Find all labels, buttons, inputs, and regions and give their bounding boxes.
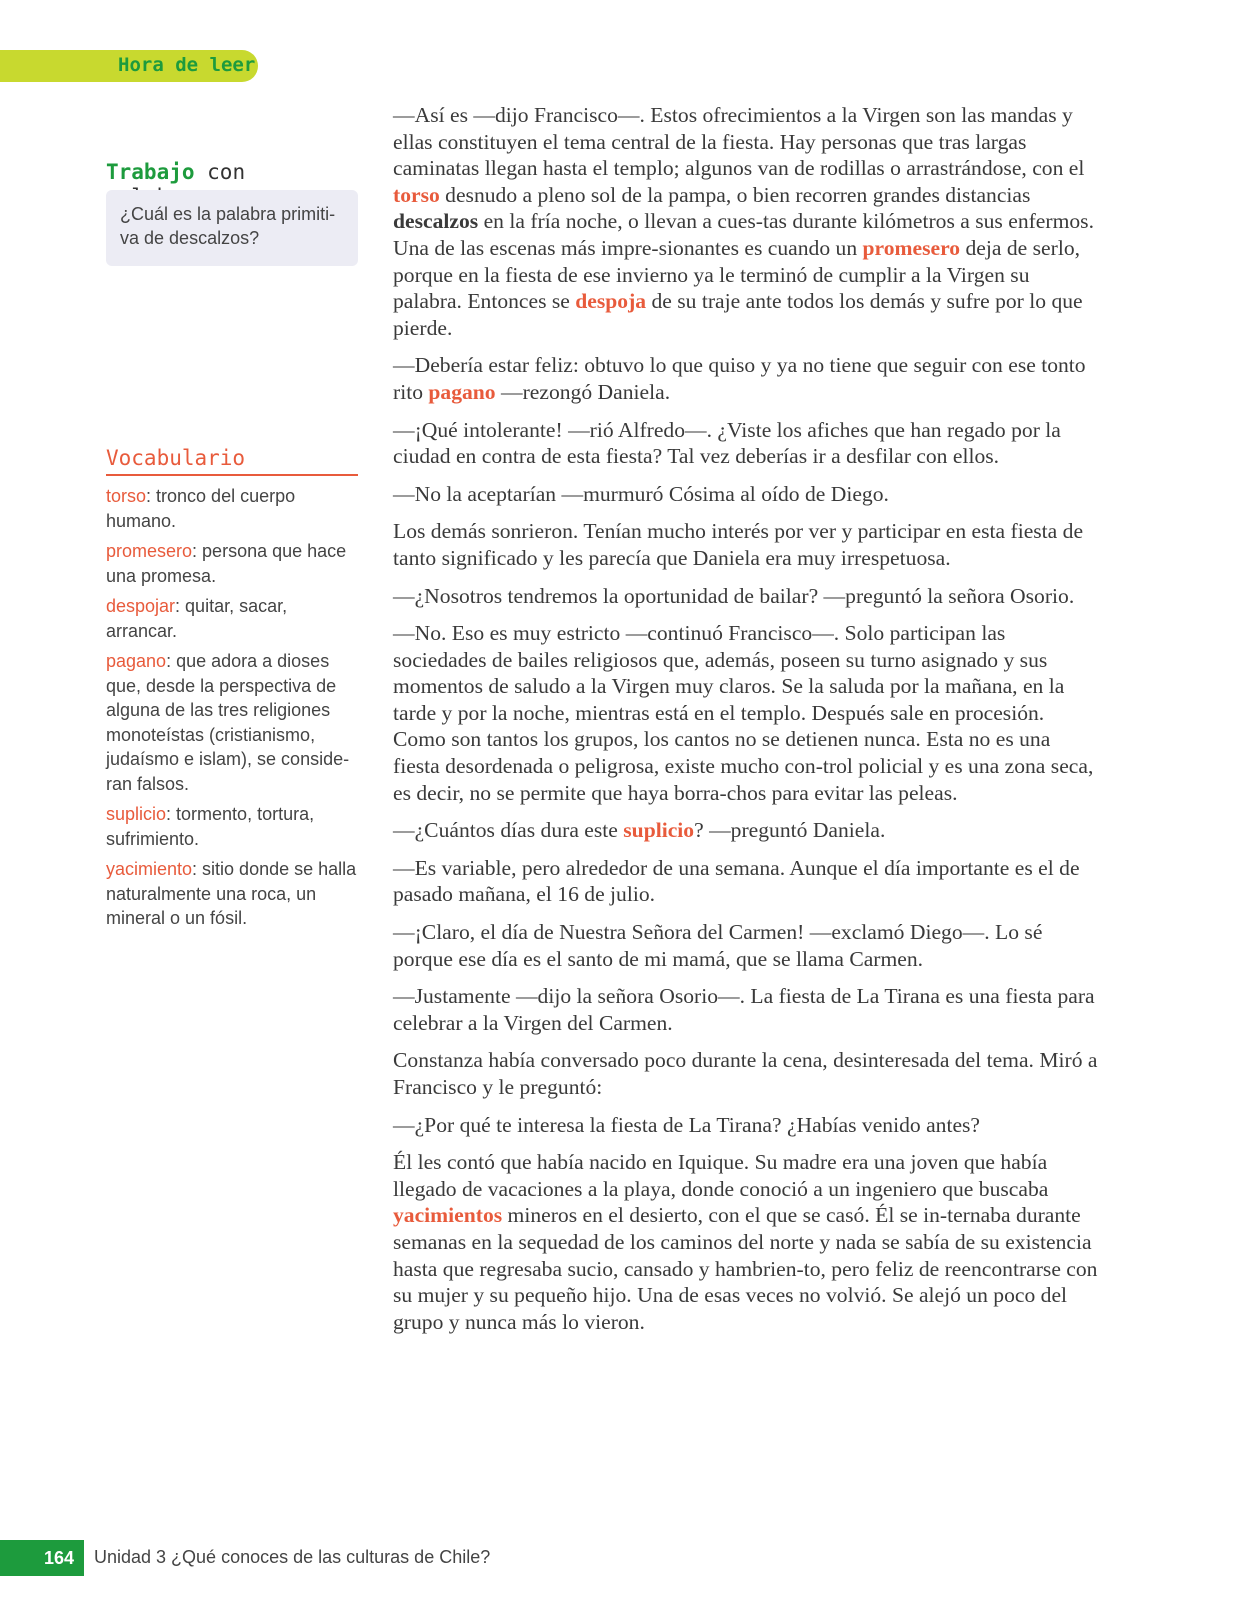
paragraph: —Justamente —dijo la señora Osorio—. La fiesta de La Tirana es una fiesta para celebrar a la Virgen del Carmen. [393,984,1095,1035]
text-run: —rezongó Daniela. [495,379,671,404]
bold-word: descalzos [393,209,479,234]
text-run: en la fría noche, o llevan a cues-tas durante kilómetros a sus enfermos. Una de las escenas más impre-sionantes es cuando un [393,209,1094,260]
vocab-word: suplicio [106,804,167,824]
vocab-highlight: promesero [862,235,961,260]
paragraph: —No la aceptarían —murmuró Cósima al oído de Diego. [393,481,889,506]
vocab-highlight: torso [393,182,440,207]
story-text [393,102,1099,1346]
vocab-word: promesero [106,541,193,561]
page-number: 164 [43,1547,74,1568]
text-run: deja de serlo, porque en la fiesta de ese invierno ya le terminó de cumplir a la Virgen su palabra. Entonces se [393,235,1081,314]
vocab-entry [106,802,358,851]
text-run: de su traje ante todos los demás y sufre por lo que pierde. [393,289,1083,340]
question-end: ? [249,228,260,248]
paragraph: —¿Nosotros tendremos la oportunidad de bailar? —preguntó la señora Osorio. [393,583,1075,608]
paragraph: —¡Qué intolerante! —rió Alfredo—. ¿Viste los afiches que han regado por la ciudad en contra de esta fiesta? Tal vez deberías ir a desfilar con ellos. [393,417,1061,469]
section-tag-label: Hora de leer [118,54,256,76]
con-palabras-text: con [207,160,246,184]
paragraph [393,1149,1099,1335]
paragraph [393,102,1099,341]
text-run: Él les contó que había nacido en Iquique. Su madre era una joven que había llegado de vacaciones a la playa, donde conoció a un ingeniero que buscaba [393,1150,1049,1201]
question-box [106,190,358,266]
vocab-entry [106,649,358,796]
vocab-word: yacimiento [106,859,193,879]
text-run: —Así es —dijo Francisco—. Estos ofrecimientos a la Virgen son las mandas y ellas constituyen el tema central de la fiesta. Hay personas que tras largas caminatas llegan hasta el templo; algunos van de rodillas o arrastrándose, con el [393,103,1085,181]
vocab-definition: : sitio donde se halla naturalmente una roca, un mineral o un fósil. [106,859,357,928]
paragraph [393,352,1099,405]
paragraph: —Es variable, pero alrededor de una semana. Aunque el día importante es el de pasado mañana, el 16 de julio. [393,855,1080,907]
vocab-word: torso [106,486,147,506]
text-run: mineros en el desierto, con el que se casó. Él se in-ternaba durante semanas en la sequedad de los caminos del norte y nada se sabía de su existencia hasta que regresaba sucio, cansado y hambrien-to, pero feliz de reencontrarse con su mujer y su pequeño hijo. Una de esas veces no volvió. Se alejó un poco del grupo y nunca más lo vieron. [393,1203,1098,1334]
vocab-definition: : persona que hace una promesa. [106,541,347,586]
paragraph: Los demás sonrieron. Tenían mucho interés por ver y participar en esta fiesta de tanto significado y les parecía que Daniela era muy irrespetuosa. [393,519,1084,570]
paragraph: —No. Eso es muy estricto —continuó Francisco—. Solo participan las sociedades de bailes religiosos que, además, poseen su turno asignado y sus momentos de saludo a la Virgen muy claros. Se la saluda por la mañana, en la tarde y por la noche, mientras está en el templo. Después sale en procesión. Como son tantos los grupos, los cantos no se detienen nunca. Esta no es una fiesta desordenada o peligrosa, existe mucho con-trol policial y es una zona seca, es decir, no se permite que haya borra-chos para evitar las peleas. [393,621,1094,805]
text-run: —Debería estar feliz: obtuvo lo que quiso y ya no tiene que seguir con ese tonto rito [393,353,1086,404]
vocab-entry [106,857,358,931]
paragraph: Constanza había conversado poco durante la cena, desinteresada del tema. Miró a Francisco y le preguntó: [393,1048,1098,1099]
vocab-entry [106,594,358,643]
unit-title: Unidad 3 ¿Qué conoces de las culturas de Chile? [94,1547,491,1567]
trabajo-word: Trabajo [106,160,195,184]
paragraph [393,817,1099,844]
question-word: descalzos [169,228,250,248]
vocab-definition: : tronco del cuerpo humano. [106,486,296,531]
text-run: ? —preguntó Daniela. [694,818,886,843]
vocab-highlight: suplicio [623,818,695,843]
vocab-word: pagano [106,651,167,671]
vocabulary-list [106,484,358,937]
paragraph: —¿Por qué te interesa la fiesta de La Tirana? ¿Habías venido antes? [393,1112,981,1137]
paragraph: —¡Claro, el día de Nuestra Señora del Carmen! —exclamó Diego—. Lo sé porque ese día es el santo de mi mamá, que se llama Carmen. [393,920,1043,971]
vocab-word: despojar [106,596,176,616]
vocab-definition: : quitar, sacar, arrancar. [106,596,288,641]
text-run: —¿Cuántos días dura este [393,818,624,843]
vocab-highlight: pagano [428,379,496,404]
vocab-highlight: despoja [575,289,647,314]
vocab-definition: : tormento, tortura, sufrimiento. [106,804,315,849]
vocab-entry [106,539,358,588]
vocab-highlight: yacimientos [393,1203,503,1228]
question-text: ¿Cuál es la palabra primiti-va de [120,204,336,248]
vocab-entry [106,484,358,533]
vocab-definition: : que adora a dioses que, desde la perspectiva de alguna de las tres religiones monoteístas (cristianismo, judaísmo e islam), se conside-ran falsos. [106,651,350,794]
vocabulary-title: Vocabulario [106,446,358,476]
section-tag [0,50,258,82]
text-run: desnudo a pleno sol de la pampa, o bien recorren grandes distancias [439,182,1031,207]
